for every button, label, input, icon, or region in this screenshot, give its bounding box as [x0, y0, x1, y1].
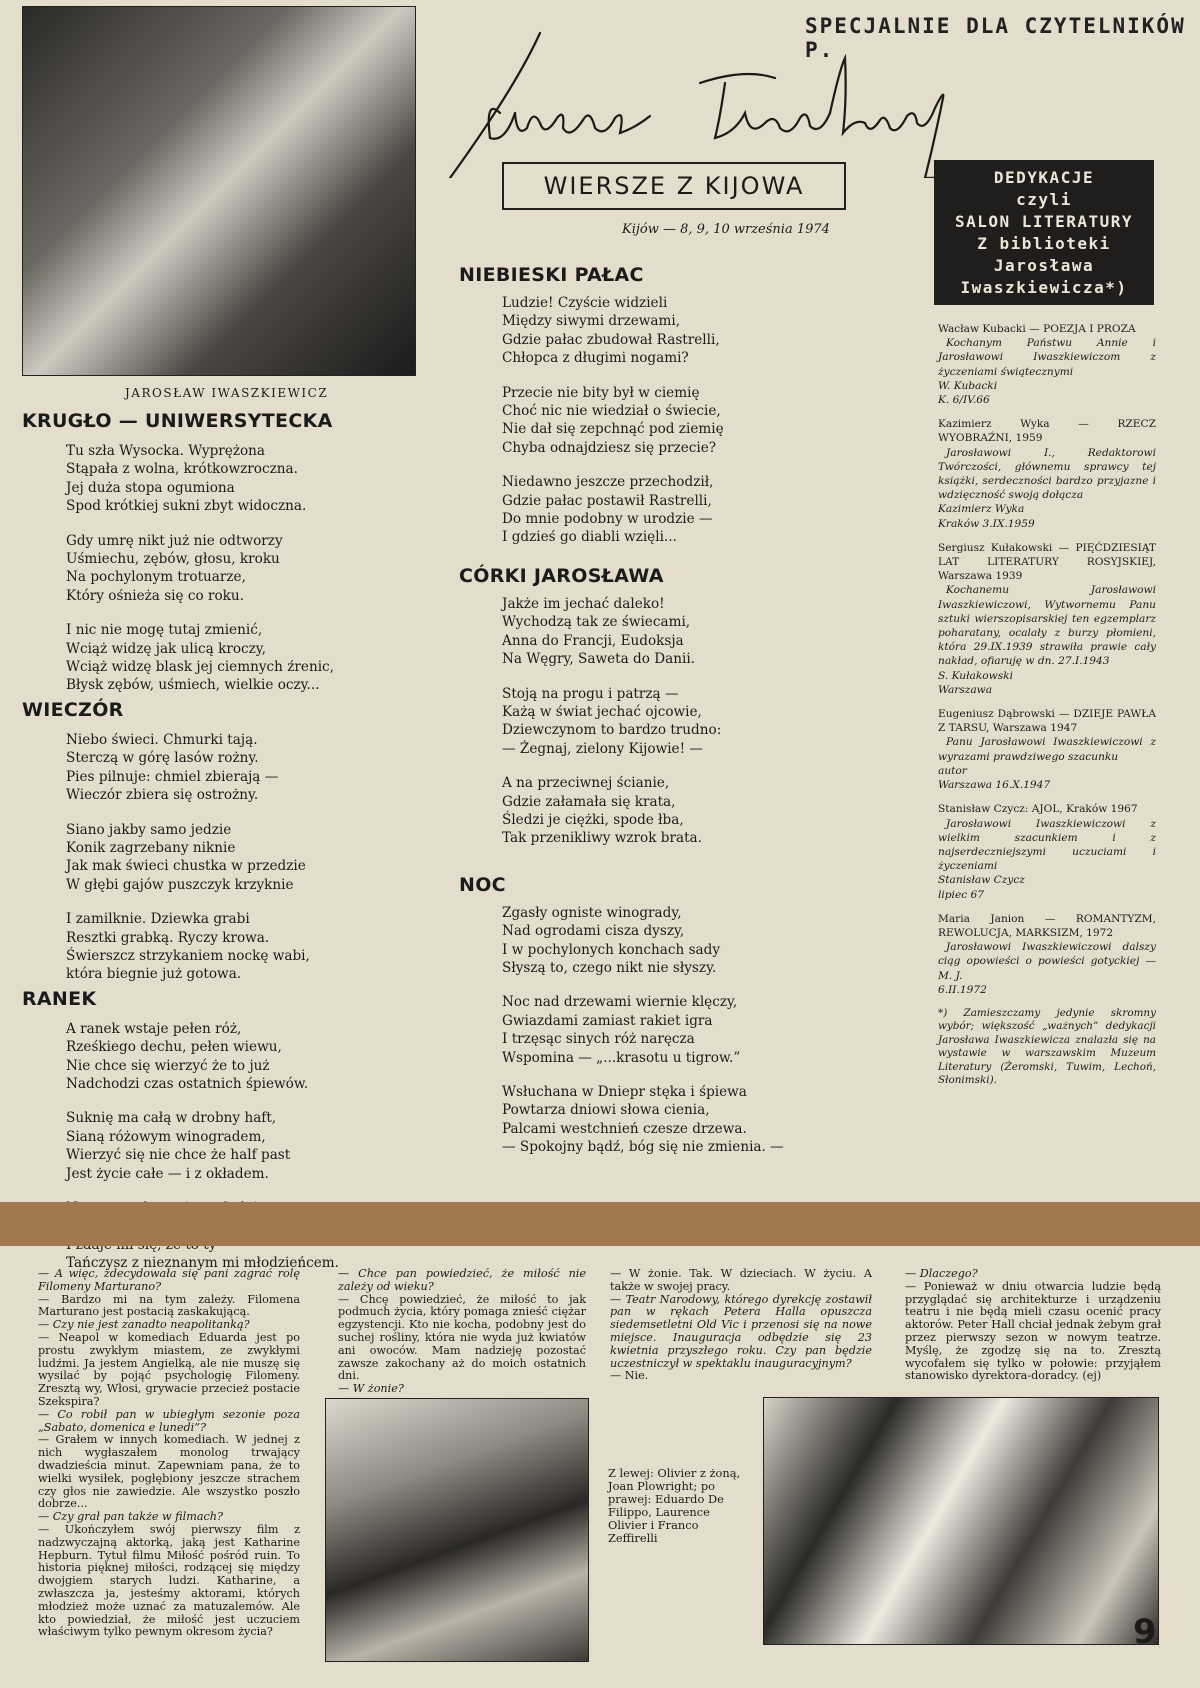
poems-left-column — [22, 410, 422, 1273]
section-divider-band — [0, 1202, 1200, 1246]
dateline: Kijów — 8, 9, 10 września 1974 — [622, 222, 830, 237]
portrait-caption: JAROSŁAW IWASZKIEWICZ — [125, 386, 329, 400]
poem-body: Jakże im jechać daleko! Wychodzą tak ze świecami, Anna do Francji, Eudoksja Na Węgry, Saweta do Danii. Stoją na progu i patrzą — Każą w świat jechać ojcowie, Dziewczynom to bardzo trudno: — Żegnaj, zielony Kijowie! — A na przeciwnej ścianie, Gdzie załamała się krata, Śledzi je ciężki, spode łba, Tak przenikliwy wzrok brata. — [502, 595, 722, 847]
main-title: WIERSZE Z KIJOWA — [502, 162, 846, 210]
poem-body: Zgasły ogniste winogrady, Nad ogrodami cisza dyszy, I w pochylonych konchach sady Słyszą to, czego nikt nie słyszy. Noc nad drzewami wiernie klęczy, Gwiazdami zamiast rakiet igra I trzęsąc sinych róż naręcza Wspomina — „...krasotu u tigrow.” Wsłuchana w Dniepr stęka i śpiewa Powtarza dniowi słowa cienia, Palcami westchnień czesze drzewa. — Spokojny bądź, bóg się nie zmienia. — — [502, 904, 784, 1156]
poem-title: KRUGŁO — UNIWERSYTECKA — [22, 410, 333, 432]
dedication-entry: Wacław Kubacki — POEZJA I PROZA Kochanym Państwu Annie i Jarosławowi Iwaszkiewiczom z życzeniami świątecznymi W. Kubacki K. 6/IV.66 — [938, 323, 1156, 407]
author-signature — [445, 28, 1005, 178]
interview-column-4: — Dlaczego? — Ponieważ w dniu otwarcia ludzie będą przyglądać się architekturze i urządzeniu teatru i nie będą mieli czasu ocenić pracy aktorów. Peter Hall chciał jednak żebym grał przez pierwszy sezon w nowym teatrze. Myślę, że zgodzę się na to. Zresztą wycofałem się tylko w połowie: przyjąłem stanowisko dyrektora-doradcy. (ej) — [905, 1267, 1161, 1383]
olivier-wife-photo — [325, 1398, 589, 1662]
poems-middle-column — [459, 264, 879, 1157]
poem-title: WIECZÓR — [22, 698, 124, 721]
poem-body: Niebo świeci. Chmurki tają. Sterczą w górę lasów rożny. Pies pilnuje: chmiel zbierają — Wieczór zbiera się ostrożny. Siano jakby samo jedzie Konik zagrzebany niknie Jak mak świeci chustka w przedzie W głębi gajów puszczyk krzyknie I zamilknie. Dziewka grabi Resztki grabką. Ryczy krowa. Świerszcz strzykaniem nockę wabi, która biegnie już gotowa. — [66, 731, 310, 983]
dedykacje-column — [938, 322, 1156, 1097]
poem-body: Tu szła Wysocka. Wyprężona Stąpała z wolna, krótkowzroczna. Jej duża stopa ogumiona Spod krótkiej sukni zbyt widoczna. Gdy umrę nikt już nie odtworzy Uśmiechu, zębów, głosu, kroku Na pochylonym trotuarze, Który ośnieża się co roku. I nic nie mogę tutaj zmienić, Wciąż widzę jak ulicą kroczy, Wciąż widzę blask jej ciemnych źrenic, Błysk zębów, uśmiech, wielkie oczy... — [66, 443, 334, 694]
interview-column-2: — Chce pan powiedzieć, że miłość nie zależy od wieku? — Chcę powiedzieć, że miłość to jak podmuch życia, który pomaga znieść ciężar egzystencji. Kto nie kocha, podobny jest do suchej rośliny, która nie wyda już kwiatów ani owoców. Mam nadzieję pozostać zawsze zakochany aż do moich ostatnich dni. — W żonie? — [338, 1267, 586, 1396]
dedication-entry: Stanisław Czycz: AJOL, Kraków 1967 Jarosławowi Iwaszkiewiczowi z wielkim szacunkiem i z najserdeczniejszymi uczuciami i życzeniami Stanisław Czycz lipiec 67 — [938, 803, 1156, 901]
poem-title: NOC — [459, 873, 506, 896]
poem-body: Ludzie! Czyście widzieli Między siwymi drzewami, Gdzie pałac zbudował Rastrelli, Chłopca z długimi nogami? Przecie nie bity był w ciemię Choć nic nie wiedział o świecie, Nie dał się zepchnąć pod ziemię Chyba odnajdziesz się przecie? Niedawno jeszcze przechodził, Gdzie pałac postawił Rastrelli, Do mnie podobny w urodzie — I gdzieś go diabli wzięli... — [502, 295, 724, 546]
dedykacje-heading-box: DEDYKACJE czyli SALON LITERATURY Z biblioteki Jarosława Iwaszkiewicza*) — [934, 160, 1154, 305]
dedykacje-footnote: *) Zamieszczamy jedynie skromny wybór; większość „ważnych” dedykacji Jarosława Iwaszkiewicza znalazła się na wystawie w warszawskim Muzeum Literatury (Żeromski, Tuwim, Lechoń, Słonimski). — [938, 1006, 1156, 1086]
page-number: 9 — [1133, 1612, 1157, 1652]
interview-column-3: — W żonie. Tak. W dzieciach. W życiu. A także w swojej pracy. — Teatr Narodowy, którego dyrekcję zostawił pan w rękach Petera Halla opuszcza siedemsetletni Old Vic i przenosi się na nowe miejsce. Inauguracja odbędzie się 23 kwietnia przyszłego roku. Czy pan będzie uczestniczył w spektaklu inauguracyjnym? — Nie. — [610, 1267, 872, 1383]
dedication-entry: Sergiusz Kułakowski — PIĘĆDZIESIĄT LAT LITERATURY ROSYJSKIEJ, Warszawa 1939 Kochanemu Jarosławowi Iwaszkiewiczowi, Wytwornemu Panu sztuki wierszopisarskiej ten egzemplarz poharatany, ocalały z burzy płomieni, która 29.IX.1939 strawiła prawie cały nakład, ofiaruję w dn. 27.I.1943 S. Kułakowski Warszawa — [938, 541, 1156, 696]
author-portrait-photo — [22, 6, 416, 376]
interview-column-1: — A więc, zdecydowała się pani zagrać rolę Filomeny Marturano? — Bardzo mi na tym zależy. Filomena Marturano jest postacią zaskakującą. — Czy nie jest zanadto neapolitanką? — Neapol w komediach Eduarda jest po prostu zwykłym miastem, ze zwykłymi ludźmi. Ja jestem Angielką, ale nie muszę się wysilać by pojąć psychologię Filomeny. Zresztą wy, Włosi, grywacie przecież postacie Szekspira? — Co robił pan w ubiegłym sezonie poza „Sabato, domenica e lunedi”? — Grałem w innych komediach. W jednej z nich wygłaszałem monolog trwający dwadzieścia minut. Zapewniam pana, że to wielki wysiłek, pogłębiony jeszcze strachem czy głos nie zawiedzie. Ale wszystko poszło dobrze... — Czy grał pan także w filmach? — Ukończyłem swój pierwszy film z nadzwyczajną aktorką, jaką jest Katharine Hepburn. Tytuł filmu Miłość pośród ruin. To historia pięknej miłości, rodzącej się między dwojgiem starych ludzi. Katharine, a zwłaszcza ja, jesteśmy aktorami, których młodzież może uznać za matuzalemów. Ale kto powiedział, że miłość jest uczuciem właściwym tylko pewnym okresom życia? — [38, 1267, 300, 1639]
de-filippo-olivier-zeffirelli-photo — [763, 1397, 1159, 1645]
dedication-entry: Eugeniusz Dąbrowski — DZIEJE PAWŁA Z TARSU, Warszawa 1947 Panu Jarosławowi Iwaszkiewiczowi z wyrazami prawdziwego szacunku autor Warszawa 16.X.1947 — [938, 708, 1156, 792]
dedication-entry: Maria Janion — ROMANTYZM, REWOLUCJA, MARKSIZM, 1972 Jarosławowi Iwaszkiewiczowi dalszy ciąg opowieści o powieści gotyckiej — M. J. 6.II.1972 — [938, 912, 1156, 996]
dedication-entry: Kazimierz Wyka — RZECZ WYOBRAŹNI, 1959 Jarosławowi I., Redaktorowi Twórczości, głównemu sprawcy tej książki, serdeczności bardzo przyjazne i wdzięczność swoją dołącza Kazimierz Wyka Kraków 3.IX.1959 — [938, 418, 1156, 530]
poem-title: CÓRKI JAROSŁAWA — [459, 564, 664, 587]
poem-title: NIEBIESKI PAŁAC — [459, 264, 644, 286]
header-tagline: SPECJALNIE DLA CZYTELNIKÓW P. — [805, 14, 1186, 62]
poem-title: RANEK — [22, 987, 97, 1010]
poem-body: A ranek wstaje pełen róż, Rześkiego dechu, pełen wiewu, Nie chce się wierzyć że to już Nadchodzi czas ostatnich śpiewów. Suknię ma całą w drobny haft, Sianą różowym winogradem, Wierzyć się nie chce że half past Jest życie całe — i z okładem. Tańczysz z nieznanym mi młodzieńcem. — [66, 1020, 340, 1272]
photo-caption: Z lewej: Olivier z żoną, Joan Plowright; po prawej: Eduardo De Filippo, Laurence Olivier i Franco Zeffirelli — [608, 1466, 741, 1545]
